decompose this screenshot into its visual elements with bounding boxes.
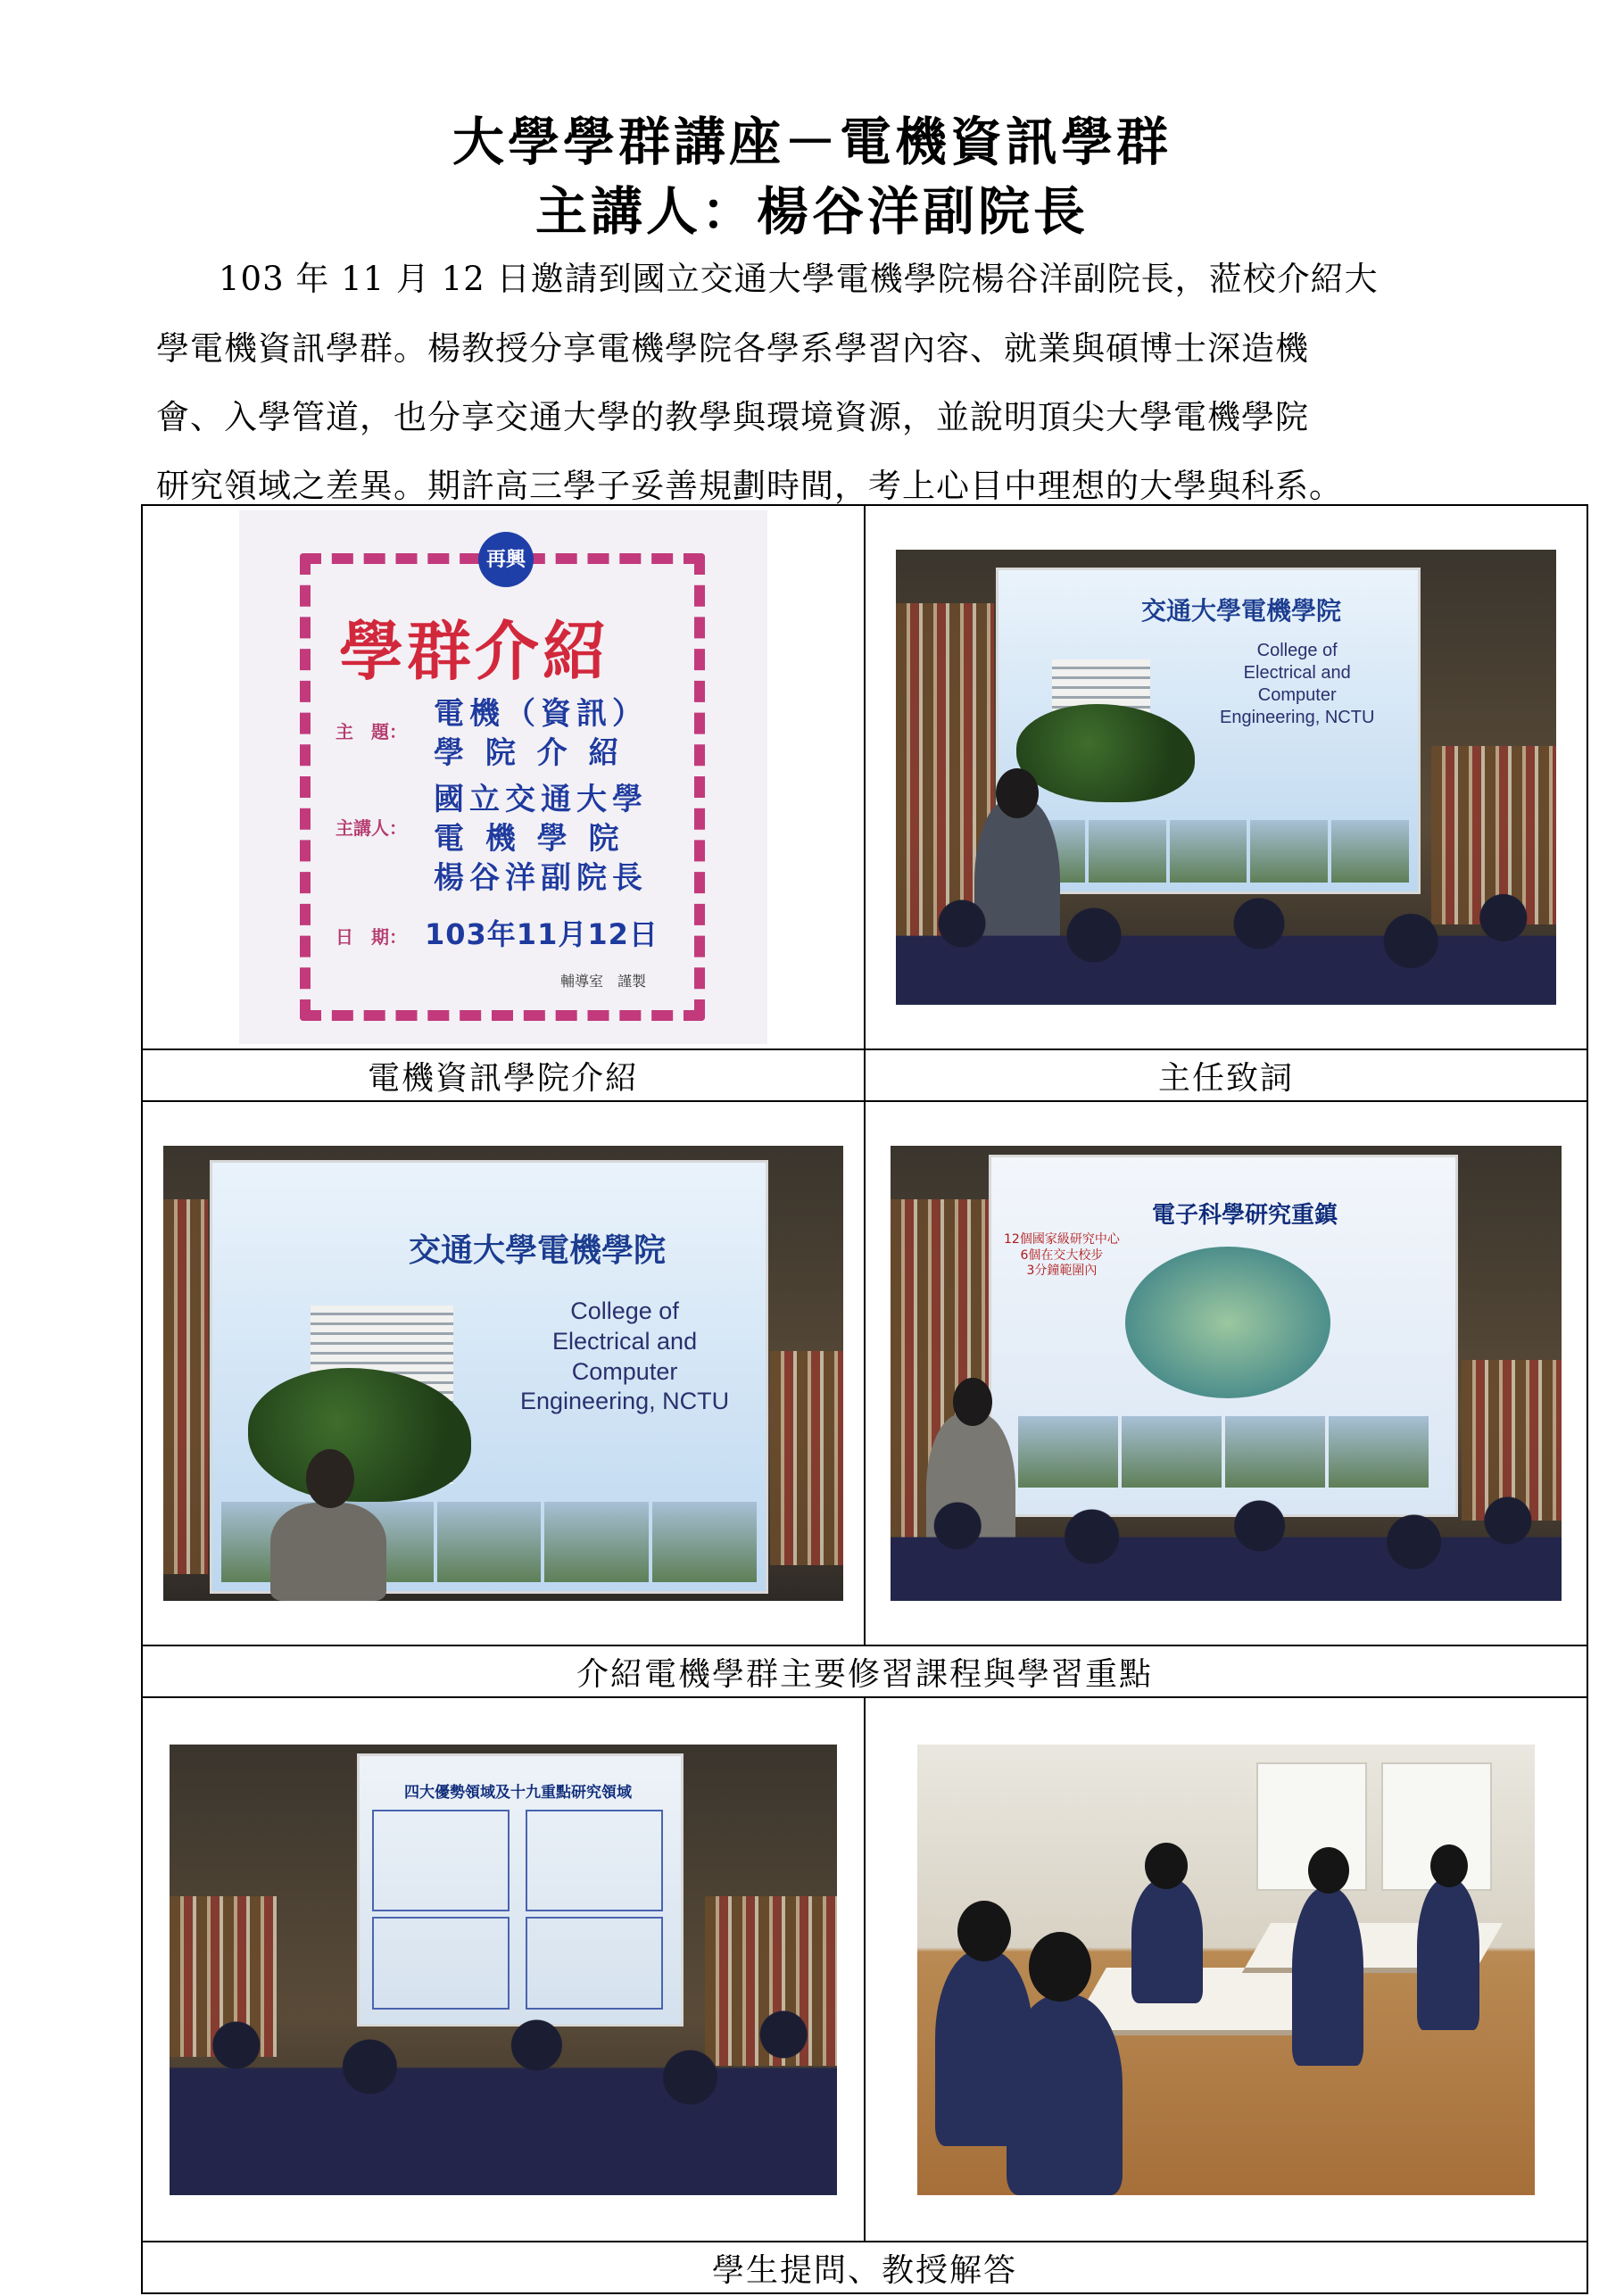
poster-topic-value: 學 院 介 紹 (434, 735, 625, 771)
lecture-photo (891, 1146, 1562, 1601)
caption-row (142, 2242, 1587, 2293)
photo-row (142, 1697, 1587, 2242)
caption: 電機資訊學院介紹 (142, 1049, 865, 1101)
caption: 介紹電機學群主要修習課程與學習重點 (142, 1645, 1587, 1697)
caption-row (142, 1049, 1587, 1101)
photo-cell (865, 505, 1587, 1049)
student-head (1145, 1843, 1188, 1889)
speaker-head (306, 1449, 354, 1508)
slide-subtitle: 12個國家級研究中心 6個在交大校步 3分鐘範圍內 (1004, 1232, 1120, 1278)
poster-footer: 輔導室 謹製 (560, 973, 647, 990)
student-head (1430, 1844, 1468, 1887)
slide-title: 交通大學電機學院 (409, 1232, 667, 1269)
slide-box (526, 1810, 663, 1911)
photo-cell (142, 1101, 865, 1645)
page-subtitle: 主講人：楊谷洋副院長 (534, 181, 1089, 242)
poster-date-key: 日 期： (336, 926, 407, 948)
caption: 主任致詞 (865, 1049, 1587, 1101)
intro-line: 學電機資訊學群。楊教授分享電機學院各學系學習內容、就業與碩博士深造機 (156, 329, 1309, 368)
page-title: 大學學群講座－電機資訊學群 (452, 112, 1172, 172)
student-head (1029, 1932, 1091, 2002)
intro-line: 103 年 11 月 12 日邀請到國立交通大學電機學院楊谷洋副院長，蒞校介紹大 (219, 260, 1379, 298)
bookshelf (770, 1351, 843, 1565)
caption-row (142, 1645, 1587, 1697)
photo-table (141, 504, 1588, 2294)
poster-heading: 學群介紹 (339, 614, 611, 689)
slide-english: College of Electrical and Computer Engineering, NCTU (520, 1297, 730, 1415)
photo-cell (142, 505, 865, 1049)
projector-screen (996, 568, 1421, 894)
slide-title: 交通大學電機學院 (1141, 596, 1342, 626)
slide-title: 電子科學研究重鎮 (1152, 1202, 1338, 1229)
intro-line: 研究領域之差異。期許高三學子妥善規劃時間，考上心目中理想的大學與科系。 (156, 467, 1343, 505)
poster-topic-value: 電機（資訊） (434, 696, 648, 732)
poster-topic-key: 主 題： (336, 721, 407, 742)
speaker-head (953, 1378, 992, 1426)
photo-row (142, 505, 1587, 1049)
audience (891, 1494, 1562, 1601)
photo-strip (1007, 820, 1409, 883)
poster-speaker-value: 電 機 學 院 (434, 821, 625, 857)
photo-row (142, 1101, 1587, 1645)
qa-photo (170, 1745, 837, 2195)
student (1131, 1878, 1203, 2003)
speaker-head (996, 768, 1039, 818)
intro-line: 會、入學管道，也分享交通大學的教學與環境資源，並說明頂尖大學電機學院 (156, 398, 1309, 436)
student (1292, 1887, 1363, 2066)
slide-english: College of Electrical and Computer Engineering, NCTU (1220, 641, 1375, 727)
audience (170, 1981, 837, 2195)
lecture-photo (163, 1146, 843, 1601)
student (1007, 1994, 1123, 2195)
poster-photo (239, 510, 767, 1044)
projector-screen (989, 1155, 1458, 1517)
speaker-figure (270, 1503, 386, 1601)
tree-image (1016, 704, 1195, 802)
photo-strip (1018, 1416, 1429, 1488)
photo-cell (865, 1697, 1587, 2242)
speech-photo (896, 550, 1556, 1005)
poster-speaker-value: 國立交通大學 (434, 782, 648, 817)
poster-speaker-key: 主講人： (336, 817, 407, 839)
caption: 學生提問、教授解答 (142, 2242, 1587, 2293)
campus-map (1125, 1247, 1330, 1398)
school-logo: 再興 (478, 532, 534, 587)
slide-title: 四大優勢領域及十九重點研究領域 (404, 1783, 632, 1802)
photo-cell (865, 1101, 1587, 1645)
student-head (957, 1901, 1011, 1961)
bookshelf (163, 1199, 208, 1574)
classroom-photo (917, 1745, 1535, 2195)
photo-cell (142, 1697, 865, 2242)
poster-speaker-value: 楊谷洋副院長 (434, 860, 648, 896)
student-head (1308, 1847, 1349, 1894)
slide-box (372, 1810, 510, 1911)
audience (896, 889, 1556, 1005)
poster-date-value: 103年11月12日 (425, 917, 659, 951)
student (1417, 1878, 1479, 2030)
